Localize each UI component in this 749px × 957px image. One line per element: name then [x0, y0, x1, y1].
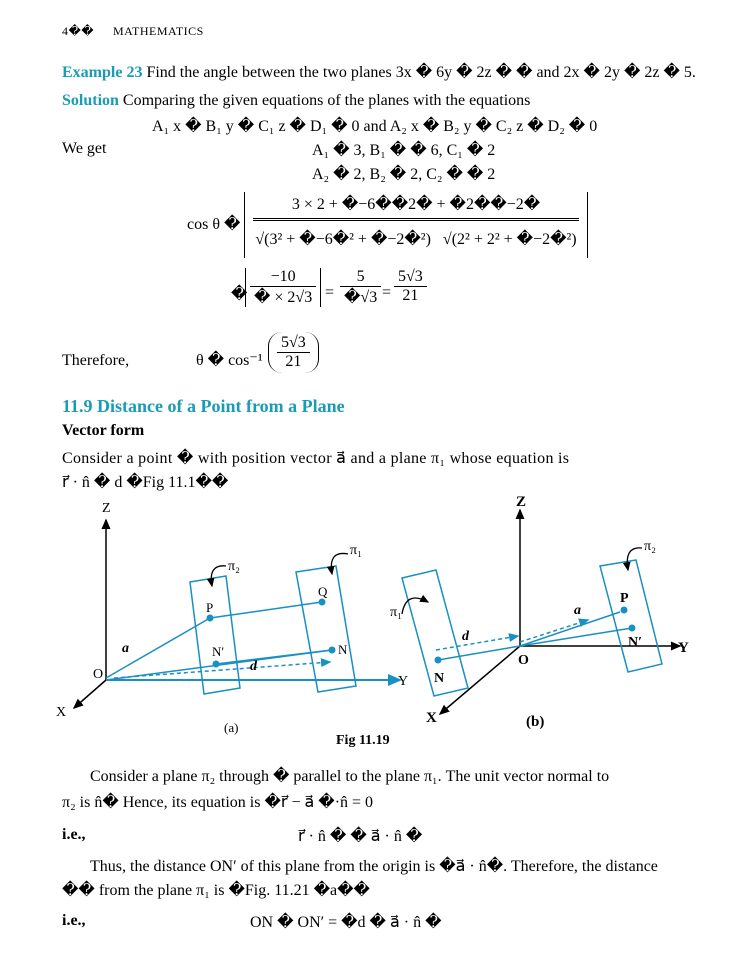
para3-line2: �� from the plane π₁ is �Fig. 11.21 �a��: [62, 882, 370, 899]
a-label-avec: a⃗: [122, 641, 140, 656]
a-x-axis: [74, 680, 106, 708]
equals-2: =: [382, 284, 392, 301]
b-label-z: Z: [516, 494, 527, 510]
a-subfig-label: (a): [224, 720, 239, 735]
b-label-d: d: [462, 629, 469, 644]
fraction-1-den: � × 2√3: [254, 289, 313, 306]
a-label-pi1: π₁: [350, 543, 362, 558]
cos-denominator: [245, 221, 587, 249]
therefore-label: Therefore,: [62, 352, 130, 369]
theta-frac-den: 21: [285, 353, 302, 370]
a-plane-pi2: [190, 576, 240, 694]
solution-text: Comparing the given equations of the planes with the equations: [122, 92, 531, 109]
den-expr-2: (2² + 2² + �−2�²): [451, 231, 577, 248]
sqrt-2: √: [442, 231, 452, 248]
b-point-nprime: [629, 625, 636, 632]
page-number: 4��: [62, 24, 95, 38]
coefficients-plane-1: A₁ � 3, B₁ � � 6, C₁ � 2: [312, 142, 496, 159]
running-header: MATHEMATICS: [113, 24, 204, 38]
eq-sign: �: [231, 286, 248, 303]
fraction-2-num: 5: [340, 268, 381, 287]
b-label-pi2: π₂: [644, 539, 656, 554]
fraction-3: [394, 268, 427, 305]
b-pi2-pointer: [627, 548, 642, 570]
a-label-n: N: [338, 642, 348, 657]
a-label-o: O: [93, 667, 104, 682]
figure-caption: Fig 11.19: [336, 733, 390, 748]
cos-theta-abs: [244, 192, 588, 258]
figure-a: [56, 501, 408, 735]
theta-frac-num: 5√3: [277, 334, 310, 353]
we-get-label: We get: [62, 140, 107, 157]
a-label-pi2: π₂: [228, 559, 240, 574]
b-label-p: P: [620, 591, 629, 606]
a-point-q: [319, 599, 326, 606]
para2-line1: Consider a plane π₂ through � parallel to the plane π₁. The unit vector normal to: [90, 768, 610, 785]
para1-line1: Consider a point � with position vector a⃗ and a plane π₁ whose equation is: [62, 450, 570, 467]
abs-fraction: [245, 268, 321, 307]
b-pi1-pointer: [402, 598, 428, 614]
coefficients-plane-2: A₂ � 2, B₂ � 2, C₂ � � 2: [312, 166, 496, 183]
section-title: 11.9 Distance of a Point from a Plane: [62, 396, 345, 416]
a-label-p: P: [206, 600, 214, 615]
figure-11-19: [0, 490, 749, 750]
a-point-nprime: [213, 661, 220, 668]
b-point-n: [435, 657, 442, 664]
b-label-n: N: [434, 671, 445, 686]
para2-line2: π₂ is n̂� Hence, its equation is �r⃗ − a⃗ �·n̂ = 0: [62, 794, 374, 811]
solution-intro: [62, 92, 530, 110]
example-label: Example 23: [62, 64, 143, 81]
b-label-avec: a⃗: [574, 603, 592, 618]
solution-label: Solution: [62, 92, 119, 109]
example-23: [62, 62, 696, 82]
a-label-q: Q: [318, 584, 328, 599]
ie-label-1: i.e.,: [62, 826, 86, 843]
para3-line1: Thus, the distance ON′ of this plane from the origin is �a⃗ · n̂�. Therefore, the distance: [90, 858, 658, 875]
fraction-1-num: −10: [250, 268, 316, 287]
cos-numerator: 3 × 2 + �−6��2� + �2��−2�: [253, 192, 579, 221]
b-point-p: [621, 607, 628, 614]
a-line-pq: [210, 602, 322, 618]
b-a-dashed: [520, 620, 588, 642]
fraction-2-den: �√3: [344, 289, 378, 306]
a-pi1-pointer: [331, 553, 348, 574]
section-subtitle: Vector form: [62, 422, 145, 439]
fraction-3-num: 5√3: [394, 268, 427, 287]
sqrt-1: √: [255, 231, 265, 248]
b-label-x: X: [426, 710, 437, 726]
b-subfig-label: (b): [526, 714, 545, 730]
equals-1: =: [325, 284, 335, 301]
b-vector-a: [520, 612, 620, 646]
theta-expr: θ � cos⁻¹: [196, 352, 263, 369]
figure-b: [390, 494, 689, 730]
a-line-nn: [216, 650, 332, 664]
b-label-y: Y: [678, 640, 689, 656]
cos-theta-label: cos θ �: [187, 216, 241, 233]
general-plane-equations: A₁ x � B₁ y � C₁ z � D₁ � 0 and A₂ x � B₂ y � C₂ z � D₂ � 0: [152, 118, 598, 135]
a-point-n: [329, 647, 336, 654]
fraction-3-den: 21: [402, 287, 419, 304]
a-label-nprime: N′: [212, 644, 225, 659]
fraction-2: [340, 268, 381, 307]
a-point-p: [207, 615, 214, 622]
ie-label-2: i.e.,: [62, 912, 86, 929]
fraction-1: [250, 268, 316, 307]
b-label-pi1: π₁: [390, 605, 402, 620]
theta-paren: [268, 332, 319, 373]
a-label-z: Z: [102, 501, 111, 516]
example-text: Find the angle between the two planes 3x � 6y � 2z � � and 2x � 2y � 2z � 5.: [146, 64, 696, 81]
den-expr-1: (3² + �−6�² + �−2�²): [264, 231, 431, 248]
b-x-axis: [440, 646, 520, 714]
para1-line2: r⃗ · n̂ � d �Fig 11.1��: [62, 474, 229, 491]
ie-expr-1: r⃗ · n̂ � � a⃗ · n̂ �: [298, 828, 423, 845]
ie-expr-2: ON � ON′ = �d � a⃗ · n̂ �: [250, 914, 442, 931]
b-label-o: O: [518, 653, 529, 668]
b-label-nprime: N′: [628, 635, 643, 650]
a-label-d: d: [250, 659, 257, 674]
a-label-x: X: [56, 705, 67, 720]
a-label-y: Y: [398, 674, 409, 689]
